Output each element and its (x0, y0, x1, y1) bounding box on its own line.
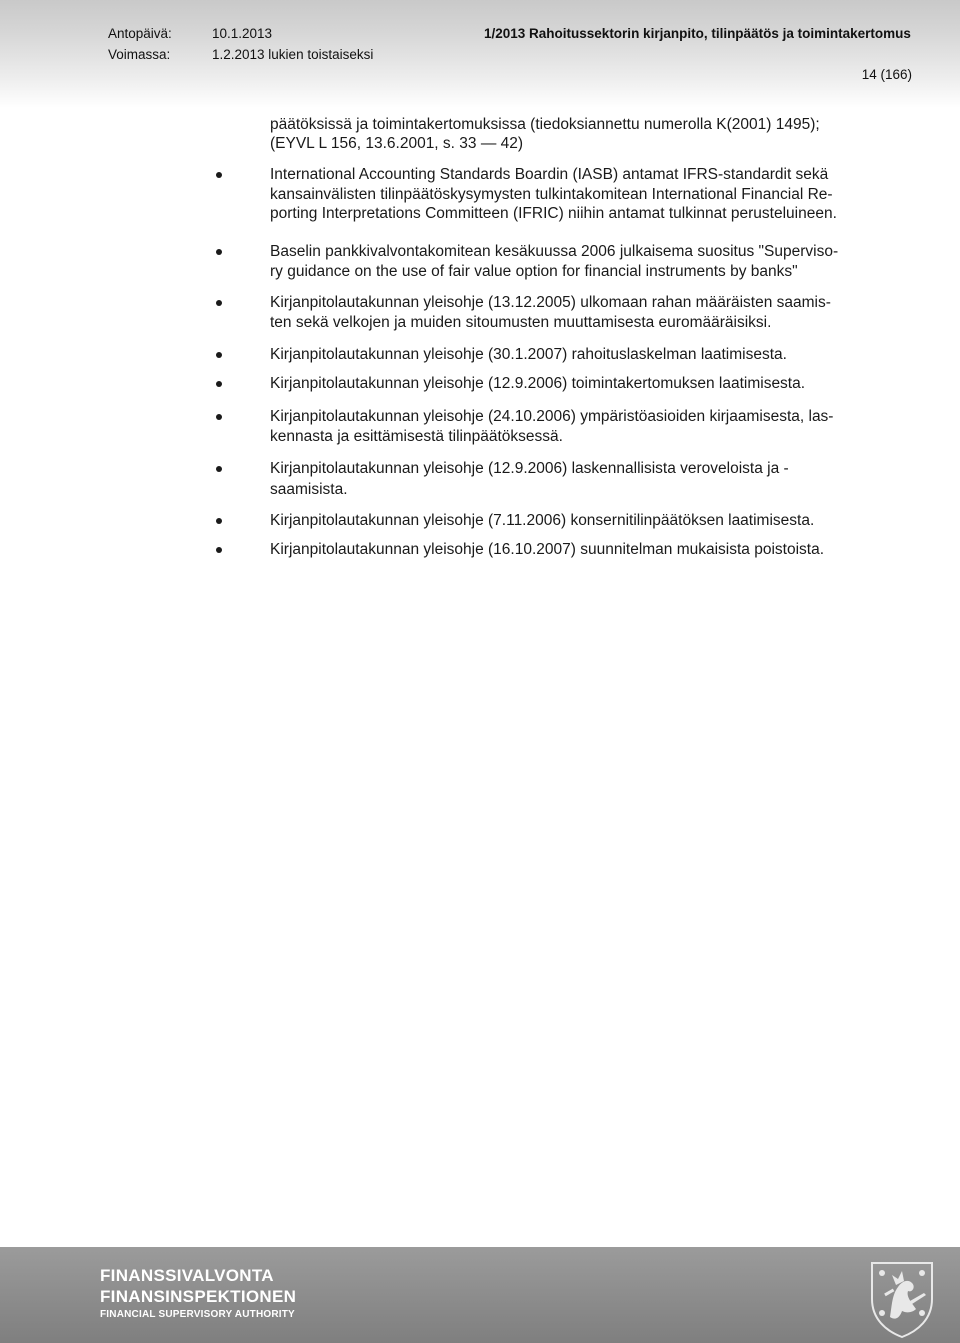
bullet-icon (216, 381, 222, 387)
page-header (0, 0, 960, 108)
list-item-line: ry guidance on the use of fair value option for financial instruments by banks" (270, 263, 798, 280)
list-item-line: Kirjanpitolautakunnan yleisohje (12.9.2006) toimintakertomuksen laatimisesta. (270, 375, 806, 392)
list-item-line: päätöksissä ja toimintakertomuksissa (tiedoksiannettu numerolla K(2001) 1495); (270, 116, 820, 133)
list-item-line: International Accounting Standards Boardin (IASB) antamat IFRS-standardit sekä (270, 166, 829, 183)
bullet-icon (216, 547, 222, 553)
issued-date: 10.1.2013 (212, 26, 273, 41)
document-title: 1/2013 Rahoitussektorin kirjanpito, tilinpäätös ja toimintakertomus (484, 26, 911, 41)
list-item-line: kennasta ja esittämisestä tilinpäätöksessä. (270, 428, 563, 445)
list-item-line: Kirjanpitolautakunnan yleisohje (12.9.2006) laskennallisista veroveloista ja - (270, 460, 789, 477)
valid-date: 1.2.2013 lukien toistaiseksi (212, 47, 374, 62)
list-item-line: (EYVL L 156, 13.6.2001, s. 33 — 42) (270, 135, 524, 152)
logo-swedish-name: FINANSINSPEKTIONEN (100, 1287, 297, 1306)
list-item-line: saamisista. (270, 481, 348, 498)
bullet-icon (216, 300, 222, 306)
bullet-icon (216, 466, 222, 472)
logo-finnish-name: FINANSSIVALVONTA (100, 1266, 274, 1285)
logo-english-name: FINANCIAL SUPERVISORY AUTHORITY (100, 1309, 295, 1320)
bullet-icon (216, 518, 222, 524)
bullet-icon (216, 249, 222, 255)
list-item-line: Kirjanpitolautakunnan yleisohje (24.10.2006) ympäristöasioiden kirjaamisesta, las- (270, 408, 834, 425)
list-item-line: Kirjanpitolautakunnan yleisohje (7.11.2006) konsernitilinpäätöksen laatimisesta. (270, 512, 815, 529)
page-number: 14 (166) (861, 67, 912, 82)
bullet-icon (216, 414, 222, 420)
list-item-line: Baselin pankkivalvontakomitean kesäkuussa 2006 julkaisema suositus "Superviso- (270, 243, 839, 260)
list-item-line: Kirjanpitolautakunnan yleisohje (13.12.2005) ulkomaan rahan määräisten saamis- (270, 294, 831, 311)
bullet-icon (216, 352, 222, 358)
bullet-icon (216, 172, 222, 178)
list-item-line: Kirjanpitolautakunnan yleisohje (16.10.2007) suunnitelman mukaisista poistoista. (270, 541, 825, 558)
finland-coat-of-arms-icon (862, 1257, 942, 1341)
list-item-line: porting Interpretations Committeen (IFRIC) niihin antamat tulkinnat perusteluineen. (270, 205, 837, 222)
issued-label: Antopäivä: (108, 26, 172, 41)
list-item-line: kansainvälisten tilinpäätöskysymysten tulkintakomitean International Financial Re- (270, 185, 833, 203)
valid-label: Voimassa: (108, 47, 171, 62)
list-item-line: Kirjanpitolautakunnan yleisohje (30.1.2007) rahoituslaskelman laatimisesta. (270, 346, 787, 363)
page-footer (0, 1247, 960, 1343)
list-item-line: ten sekä velkojen ja muiden sitoumusten muuttamisesta euromääräisiksi. (270, 314, 772, 331)
